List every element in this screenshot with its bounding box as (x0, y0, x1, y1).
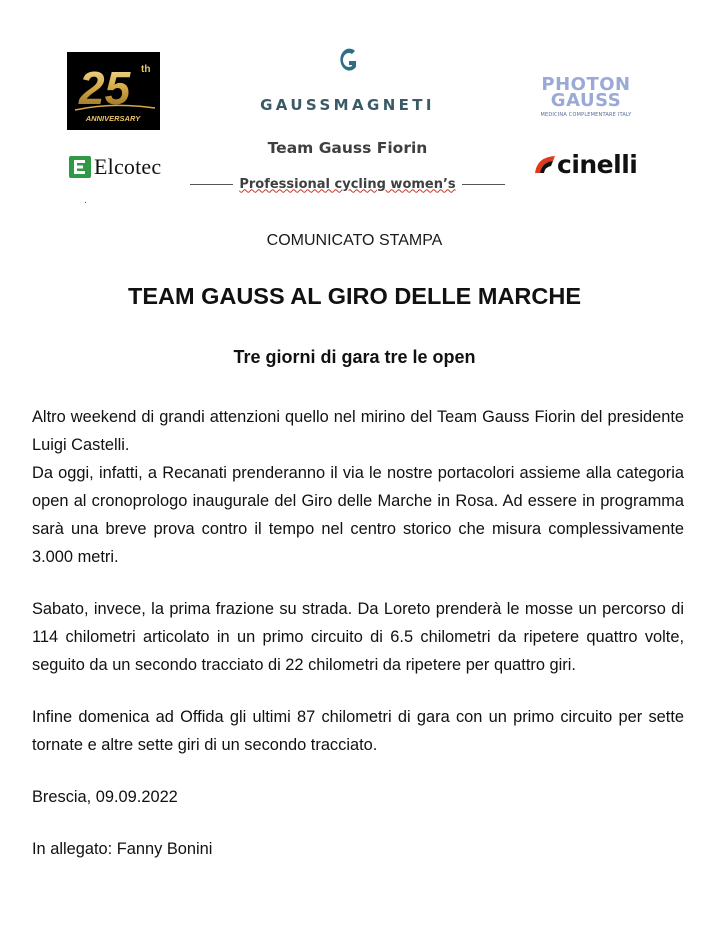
anniversary-25-mark (67, 52, 160, 130)
cinelli-wordmark: cinelli (557, 150, 638, 179)
team-gauss-logo (190, 40, 505, 200)
elcotec-logo (69, 153, 161, 181)
team-tagline-row (190, 175, 505, 193)
cinelli-swoosh-icon (533, 153, 559, 177)
paragraph-saturday: Sabato, invece, la prima frazione su strada. Da Loreto prenderà le mosse un percorso di 114 chilometri articolato in un primo circuito di 6.5 chilometri da ripetere quattro volte, seguito da un secondo tracciato di 22 chilometri da ripetere per quattro giri. (32, 600, 684, 674)
anniversary-logo (67, 52, 160, 130)
team-name: Team Gauss Fiorin (267, 139, 428, 157)
photon-wordmark: PHOTON (541, 74, 631, 95)
team-tagline: Professional cycling women’s (239, 176, 456, 192)
paragraph-sunday: Infine domenica ad Offida gli ultimi 87 chilometri di gara con un primo circuito per sette tornate e altre sette giri di un secondo tracciato. (32, 708, 684, 754)
page-title: TEAM GAUSS AL GIRO DELLE MARCHE (127, 283, 582, 309)
tagline-rule-left (190, 184, 233, 185)
press-release-label: COMUNICATO STAMPA (266, 232, 443, 249)
anniversary-caption: ANNIVERSARY (85, 114, 141, 123)
tagline-rule-right (462, 184, 505, 185)
cinelli-logo (533, 151, 637, 179)
article-body (32, 403, 684, 863)
elcotec-e-icon (69, 156, 91, 178)
page-subtitle: Tre giorni di gara tre le open (233, 347, 476, 367)
attachment-note: In allegato: Fanny Bonini (32, 840, 213, 858)
paragraph-prologue: Da oggi, infatti, a Recanati prenderanno il via le nostre portacolori assieme alla categoria open al cronoprologo inaugurale del Giro delle Marche in Rosa. Ad essere in programma sarà una breve prova contro il tempo nel centro storico che misura complessivamente 3.000 metri. (32, 464, 684, 566)
anniversary-suffix: th (141, 64, 151, 75)
anniversary-number: 25 (79, 62, 131, 114)
elcotec-wordmark: Elcotec (94, 154, 162, 179)
gauss-g-icon (337, 45, 359, 77)
photon-gauss-wordmark: GAUSS (550, 90, 622, 111)
photon-gauss-logo (536, 76, 636, 122)
gaussmagneti-wordmark: GAUSSMAGNETI (260, 96, 435, 114)
stray-mark: . (84, 195, 87, 206)
place-date: Brescia, 09.09.2022 (32, 788, 178, 806)
photon-tagline: MEDICINA COMPLEMENTARE ITALY (540, 112, 632, 118)
paragraph-intro: Altro weekend di grandi attenzioni quello nel mirino del Team Gauss Fiorin del presidente Luigi Castelli. (32, 408, 684, 454)
